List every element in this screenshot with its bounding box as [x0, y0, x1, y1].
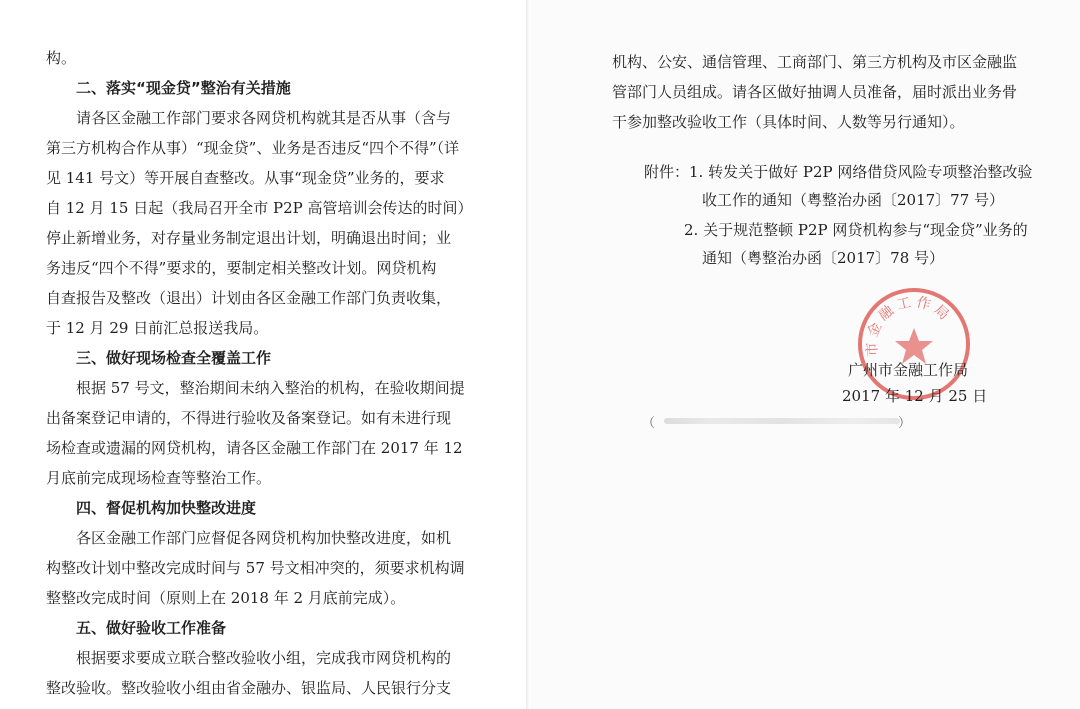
body-text-line: 第三方机构合作从事）“现金贷”、业务是否违反“四个不得”（详 — [46, 139, 460, 157]
body-text-line: 请各区金融工作部门要求各网贷机构就其是否从事（含与 — [76, 109, 452, 127]
section-heading: 三、做好现场检查全覆盖工作 — [76, 349, 272, 367]
body-text-line: 整改验收。整改验收小组由省金融办、银监局、人民银行分支 — [46, 679, 452, 697]
right-page — [528, 0, 1080, 709]
page-gutter — [526, 0, 530, 709]
section-heading: 四、督促机构加快整改进度 — [76, 499, 257, 517]
body-text-line: 收工作的通知（粤整治办函〔2017〕77 号） — [702, 191, 1005, 209]
footnote-blur — [664, 418, 900, 424]
body-text-line: 构。 — [46, 49, 77, 67]
body-text-line: 见 141 号文）等开展自查整改。从事“现金贷”业务的，要求 — [46, 169, 445, 187]
body-text-line: 出备案登记申请的，不得进行验收及备案登记。如有未进行现 — [46, 409, 452, 427]
seal-star-icon — [895, 328, 933, 364]
issue-date: 2017 年 12 月 25 日 — [842, 387, 988, 405]
body-text-line: 月底前完成现场检查等整治工作。 — [46, 469, 272, 487]
body-text-line: 整整改完成时间（原则上在 2018 年 2 月底前完成）。 — [46, 589, 406, 607]
body-text-line: 根据 57 号文，整治期间未纳入整治的机构，在验收期间提 — [76, 379, 465, 397]
body-text-line: 附件：1. 转发关于做好 P2P 网络借贷风险专项整治整改验 — [644, 163, 1033, 181]
body-text-line: 务违反“四个不得”要求的，要制定相关整改计划。网贷机构 — [46, 259, 437, 277]
body-text-line: 于 12 月 29 日前汇总报送我局。 — [46, 319, 269, 337]
section-heading: 二、落实“现金贷”整治有关措施 — [76, 79, 291, 97]
official-seal-stamp — [856, 286, 972, 402]
body-text-line: 停止新增业务，对存量业务制定退出计划，明确退出时间；业 — [46, 229, 452, 247]
issuer-name: 广州市金融工作局 — [848, 361, 969, 379]
body-text-line: 自查报告及整改（退出）计划由各区金融工作部门负责收集， — [46, 289, 452, 307]
body-text-line: 各区金融工作部门应督促各网贷机构加快整改进度，如机 — [76, 529, 452, 547]
seal-text: 市金融工作局 — [863, 294, 955, 357]
body-text-line: 2. 关于规范整顿 P2P 网贷机构参与“现金贷”业务的 — [684, 221, 1028, 239]
body-text-line: 根据要求要成立联合整改验收小组，完成我市网贷机构的 — [76, 649, 452, 667]
footnote-open-paren: （ — [642, 416, 658, 431]
section-heading: 五、做好验收工作准备 — [76, 619, 227, 637]
body-text-line: 通知（粤整治办函〔2017〕78 号） — [702, 249, 945, 267]
body-text-line: 机构、公安、通信管理、工商部门、第三方机构及市区金融监 — [612, 53, 1018, 71]
body-text-line: 管部门人员组成。请各区做好抽调人员准备，届时派出业务骨 — [612, 83, 1018, 101]
body-text-line: 场检查或遗漏的网贷机构，请各区金融工作部门在 2017 年 12 — [46, 439, 463, 457]
body-text-line: 干参加整改验收工作（具体时间、人数等另行通知）。 — [612, 113, 965, 131]
footnote-close-paren: ） — [898, 416, 914, 431]
body-text-line: 自 12 月 15 日起（我局召开全市 P2P 高管培训会传达的时间） — [46, 199, 473, 217]
body-text-line: 构整改计划中整改完成时间与 57 号文相冲突的，须要求机构调 — [46, 559, 465, 577]
